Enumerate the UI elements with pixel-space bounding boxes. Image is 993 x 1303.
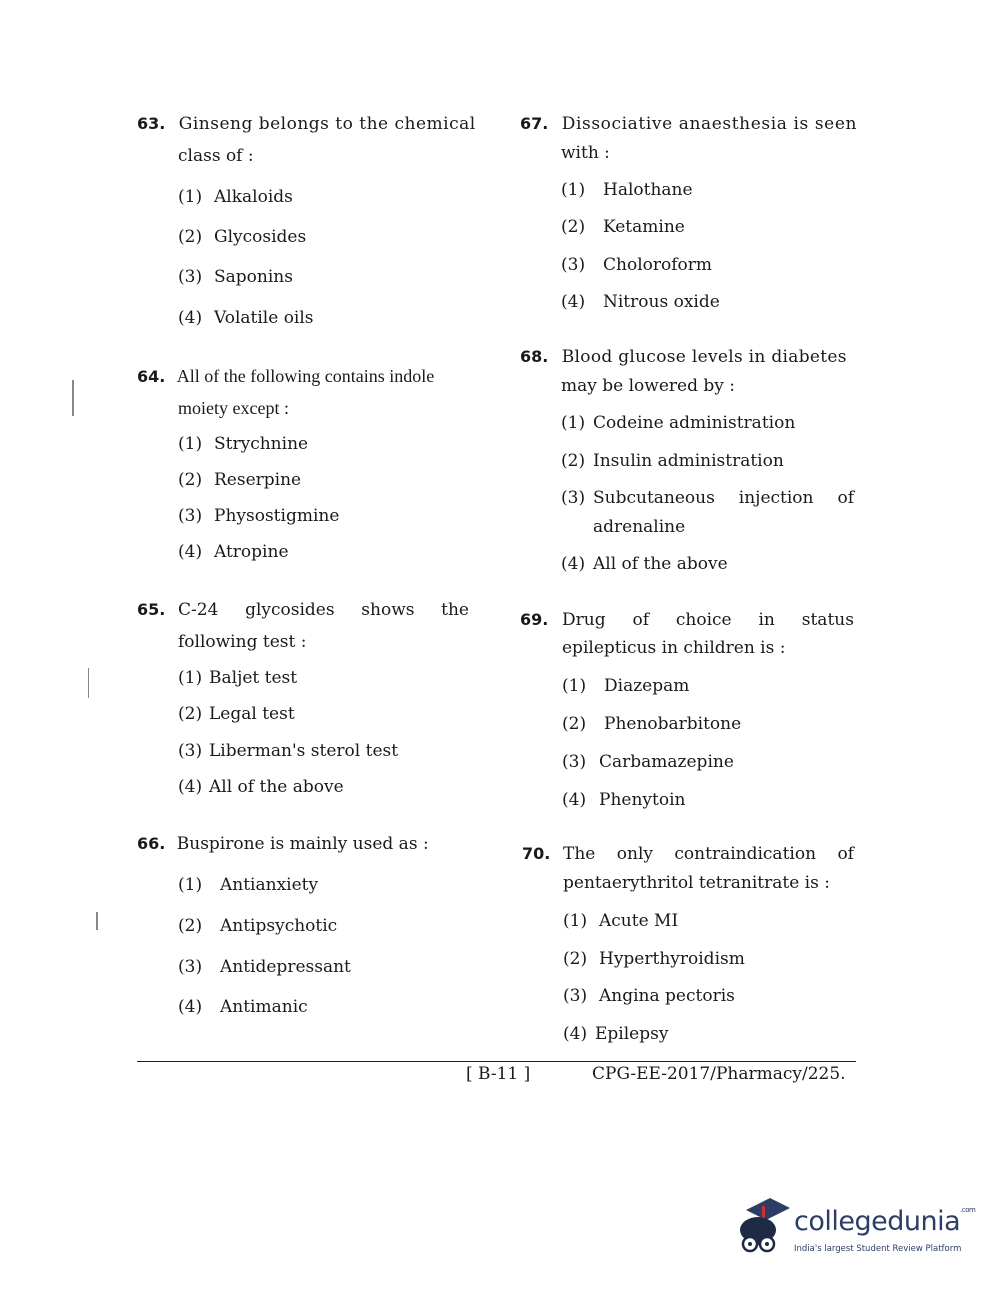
option-3[interactable]: (3) Angina pectoris (563, 986, 735, 1006)
option-3[interactable]: (3) (561, 488, 586, 508)
question-text-cont: moiety except : (178, 398, 289, 418)
scan-mark (72, 380, 74, 416)
question-text: Ginseng belongs to the chemical (178, 114, 476, 134)
question-text-cont: pentaerythritol tetranitrate is : (563, 873, 830, 893)
option-1[interactable]: (1) Strychnine (178, 434, 309, 454)
question-text: Blood glucose levels in diabetes (561, 347, 847, 367)
question-text-cont: may be lowered by : (561, 376, 735, 396)
option-2[interactable]: (2) Reserpine (178, 470, 302, 490)
mascot-logo-icon (736, 1196, 792, 1258)
option-3[interactable]: (3) Carbamazepine (562, 752, 734, 772)
question-number: 70. (522, 844, 551, 863)
option-4[interactable]: (4) Atropine (178, 542, 289, 562)
option-1[interactable]: (1) Diazepam (562, 676, 690, 696)
question-text: The only contraindication of (563, 844, 854, 864)
option-4[interactable]: (4) Phenytoin (562, 790, 686, 810)
question-number: 68. (520, 347, 549, 366)
question-text: C-24 glycosides shows the (178, 600, 469, 620)
option-2[interactable]: (2) Phenobarbitone (562, 714, 742, 734)
question-text-cont: epilepticus in children is : (562, 638, 786, 658)
question-text: Dissociative anaesthesia is seen (561, 114, 858, 134)
question-text: All of the following contains indole (176, 366, 435, 386)
page-number: [ B-11 ] (466, 1064, 531, 1084)
option-3[interactable]: (3) Choloroform (561, 255, 712, 275)
question-number: 66. (137, 834, 166, 853)
question-text-cont: following test : (178, 632, 307, 652)
option-1[interactable]: (1) Antianxiety (178, 875, 319, 895)
option-1[interactable]: (1) Codeine administration (561, 413, 796, 433)
question-number: 63. (137, 114, 166, 133)
question-text-cont: class of : (178, 146, 254, 166)
option-4[interactable]: (4) All of the above (178, 777, 344, 797)
option-1[interactable]: (1) Acute MI (563, 911, 679, 931)
question-text: Drug of choice in status (562, 610, 854, 630)
option-2[interactable]: (2) Antipsychotic (178, 916, 338, 936)
question-number: 69. (520, 610, 549, 629)
collegedunia-logo[interactable] (736, 1196, 976, 1276)
question-text: Buspirone is mainly used as : (176, 834, 429, 854)
option-4[interactable]: (4) Epilepsy (563, 1024, 669, 1044)
option-3[interactable]: (3) Liberman's sterol test (178, 741, 399, 761)
option-1[interactable]: (1) Baljet test (178, 668, 298, 688)
logo-tagline: India's largest Student Review Platform (794, 1244, 962, 1254)
option-2[interactable]: (2) Legal test (178, 704, 295, 724)
option-4[interactable]: (4) All of the above (561, 554, 728, 574)
scan-mark (88, 668, 89, 698)
logo-wordmark: collegedunia$^{.com}$ (794, 1206, 976, 1237)
scan-mark (96, 912, 98, 930)
option-3[interactable]: (3) Antidepressant (178, 957, 351, 977)
option-3[interactable]: (3) Physostigmine (178, 506, 340, 526)
paper-code: CPG-EE-2017/Pharmacy/225. (592, 1064, 846, 1084)
option-3-text-cont: adrenaline (593, 517, 686, 537)
question-number: 64. (137, 367, 166, 386)
option-4[interactable]: (4) Nitrous oxide (561, 292, 720, 312)
option-2[interactable]: (2) Glycosides (178, 227, 307, 247)
option-1[interactable]: (1) Alkaloids (178, 187, 293, 207)
question-number: 67. (520, 114, 549, 133)
option-3[interactable]: (3) Saponins (178, 267, 293, 287)
option-2[interactable]: (2) Insulin administration (561, 451, 784, 471)
option-4[interactable]: (4) Volatile oils (178, 308, 314, 328)
option-2[interactable]: (2) Hyperthyroidism (563, 949, 745, 969)
option-3-text: Subcutaneous injection of (593, 488, 854, 508)
option-1[interactable]: (1) Halothane (561, 180, 693, 200)
option-2[interactable]: (2) Ketamine (561, 217, 685, 237)
question-number: 65. (137, 600, 166, 619)
option-4[interactable]: (4) Antimanic (178, 997, 308, 1017)
footer-divider (137, 1061, 856, 1062)
question-text-cont: with : (561, 143, 610, 163)
